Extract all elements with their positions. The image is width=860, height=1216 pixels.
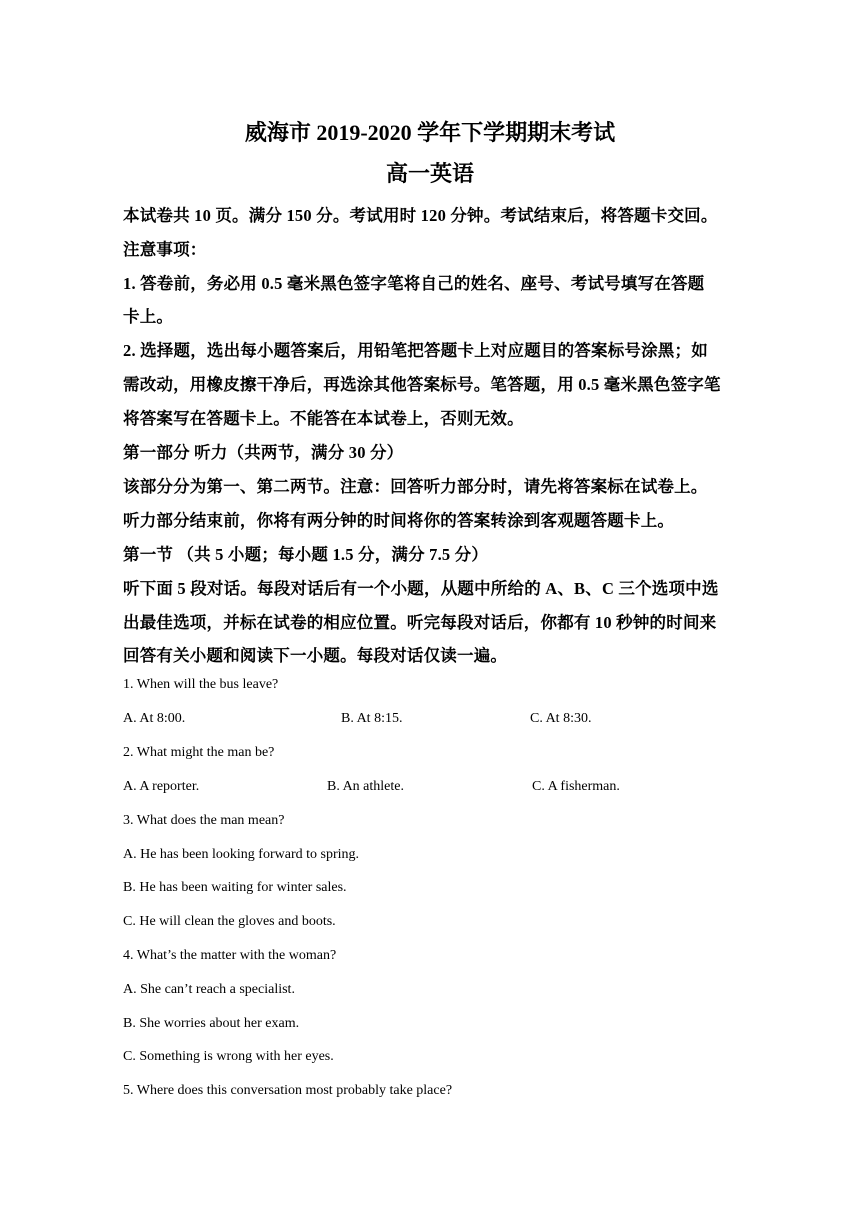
- notice-item-1-line-2: 卡上。: [123, 307, 174, 326]
- part1-desc-line-2: 听力部分结束前，你将有两分钟的时间将你的答案转涂到客观题答题卡上。: [123, 511, 675, 530]
- notice-item-2-line-2: 需改动，用橡皮擦干净后，再选涂其他答案标号。笔答题，用 0.5 毫米黑色签字笔: [123, 375, 721, 394]
- part1-desc-line-1: 该部分分为第一、第二两节。注意：回答听力部分时，请先将答案标在试卷上。: [123, 477, 708, 496]
- question-1-stem: 1. When will the bus leave?: [123, 677, 279, 692]
- notice-item-2-line-1: 2. 选择题，选出每小题答案后，用铅笔把答题卡上对应题目的答案标号涂黑；如: [123, 341, 708, 360]
- question-1-option-b: B. At 8:15.: [341, 711, 403, 726]
- section1-heading: 第一节 （共 5 小题；每小题 1.5 分，满分 7.5 分）: [123, 545, 489, 564]
- section1-desc-line-1: 听下面 5 段对话。每段对话后有一个小题，从题中所给的 A、B、C 三个选项中选: [123, 579, 719, 598]
- part1-heading: 第一部分 听力（共两节，满分 30 分）: [123, 443, 404, 462]
- question-5-stem: 5. Where does this conversation most probably take place?: [123, 1083, 453, 1098]
- question-1-option-a: A. At 8:00.: [123, 711, 186, 726]
- notice-heading: 注意事项：: [123, 240, 207, 259]
- question-4-stem: 4. What’s the matter with the woman?: [123, 948, 337, 963]
- question-2-option-a: A. A reporter.: [123, 779, 200, 794]
- question-3-option-c: C. He will clean the gloves and boots.: [123, 914, 336, 929]
- question-1-option-c: C. At 8:30.: [530, 711, 592, 726]
- question-4-option-b: B. She worries about her exam.: [123, 1016, 300, 1031]
- exam-intro: 本试卷共 10 页。满分 150 分。考试用时 120 分钟。考试结束后，将答题卡交回。: [123, 206, 718, 225]
- question-4-option-c: C. Something is wrong with her eyes.: [123, 1049, 334, 1064]
- exam-title: 威海市 2019-2020 学年下学期期末考试: [244, 120, 616, 145]
- question-2-option-b: B. An athlete.: [327, 779, 404, 794]
- question-2-stem: 2. What might the man be?: [123, 745, 275, 760]
- notice-item-1-line-1: 1. 答卷前，务必用 0.5 毫米黑色签字笔将自己的姓名、座号、考试号填写在答题: [123, 274, 705, 293]
- section1-desc-line-2: 出最佳选项，并标在试卷的相应位置。听完每段对话后，你都有 10 秒钟的时间来: [123, 613, 717, 632]
- section1-desc-line-3: 回答有关小题和阅读下一小题。每段对话仅读一遍。: [123, 646, 508, 665]
- notice-item-2-line-3: 将答案写在答题卡上。不能答在本试卷上，否则无效。: [123, 409, 524, 428]
- exam-subject: 高一英语: [385, 161, 474, 186]
- question-3-option-b: B. He has been waiting for winter sales.: [123, 880, 347, 895]
- question-4-option-a: A. She can’t reach a specialist.: [123, 982, 295, 997]
- question-2-option-c: C. A fisherman.: [532, 779, 620, 794]
- question-3-stem: 3. What does the man mean?: [123, 813, 285, 828]
- question-3-option-a: A. He has been looking forward to spring.: [123, 847, 360, 862]
